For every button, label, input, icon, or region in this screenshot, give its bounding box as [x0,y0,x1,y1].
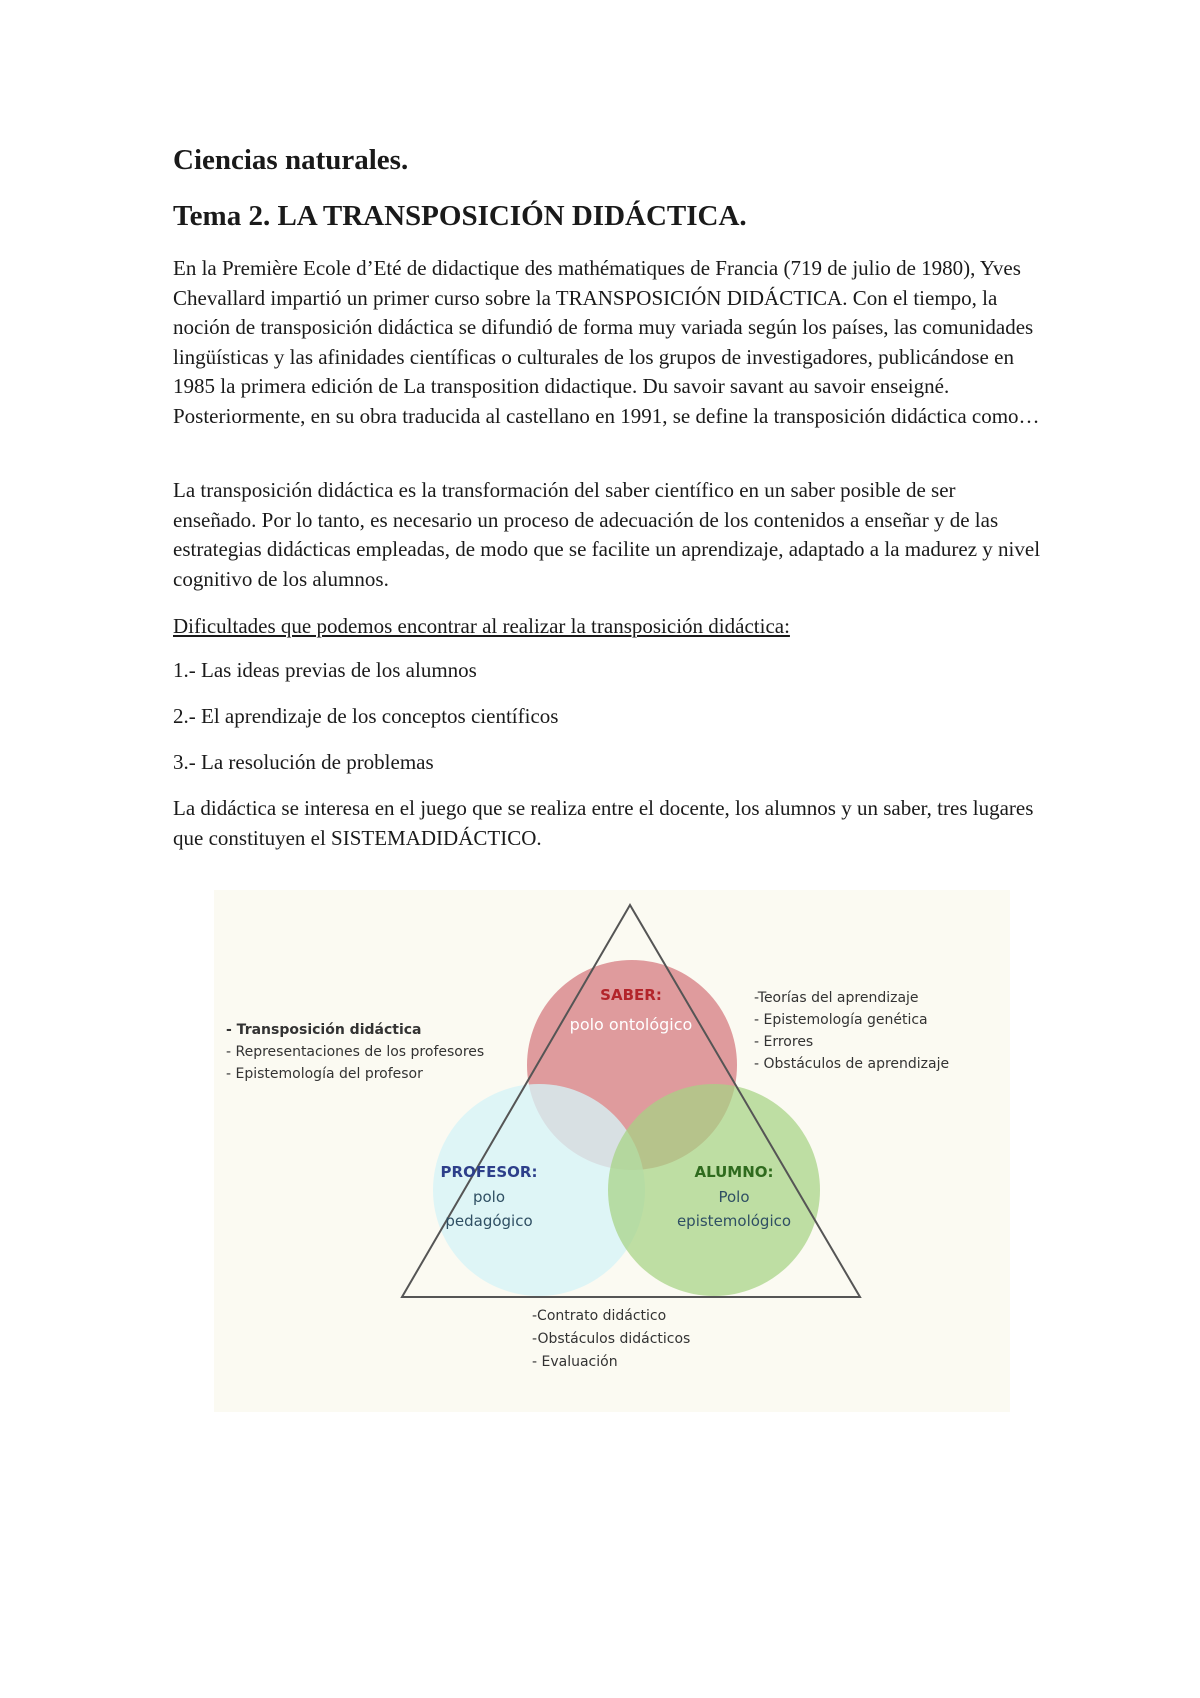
difficulties-heading: Dificultades que podemos encontrar al realizar la transposición didáctica: [173,614,790,638]
definition-paragraph: La transposición didáctica es la transformación del saber científico en un saber posible de ser enseñado. Por lo tanto, es necesario un proceso de adecuación de los contenidos a enseñar y de las estrategias didácticas empleadas, de modo que se facilite un aprendizaje, adaptado a la madurez y nivel cognitivo de los alumnos. [173,478,1041,591]
difficulty-item: 2.- El aprendizaje de los conceptos científicos [173,704,559,728]
left-note: - Epistemología del profesor [226,1066,423,1082]
right-note: - Obstáculos de aprendizaje [754,1056,950,1072]
right-note: - Errores [754,1034,814,1050]
document-title: Ciencias naturales. [173,144,409,176]
profesor-line2: pedagógico [445,1212,533,1230]
left-note: - Representaciones de los profesores [226,1044,485,1060]
difficulty-item: 3.- La resolución de problemas [173,750,434,774]
didactic-system-diagram [214,890,1010,1412]
profesor-title: PROFESOR: [440,1163,538,1181]
alumno-circle [608,1084,820,1296]
right-note: - Epistemología genética [754,1012,928,1028]
system-paragraph: La didáctica se interesa en el juego que se realiza entre el docente, los alumnos y un saber, tres lugares que constituyen el SISTEMADIDÁCTICO. [173,796,1034,850]
right-note: -Teorías del aprendizaje [754,990,919,1006]
alumno-line1: Polo [718,1188,750,1206]
bottom-note: -Contrato didáctico [532,1308,667,1324]
intro-paragraph: En la Première Ecole d’Eté de didactique des mathématiques de Francia (719 de julio de 1980), Yves Chevallard impartió un primer curso sobre la TRANSPOSICIÓN DIDÁCTICA. Con el tiempo, la noción de transposición didáctica se difundió de forma muy variada según los países, las comunidades lingüísticas y las afinidades científicas o culturales de los grupos de investigadores, publicándose en 1985 la primera edición de La transposition didactique. Du savoir savant au savoir enseigné. Posteriormente, en su obra traducida al castellano en 1991, se define la transposición didáctica como… [173,256,1040,428]
saber-title: SABER: [600,986,662,1004]
topic-title: Tema 2. LA TRANSPOSICIÓN DIDÁCTICA. [173,200,747,232]
saber-subtitle: polo ontológico [569,1015,693,1034]
bottom-note: -Obstáculos didácticos [532,1331,691,1347]
alumno-title: ALUMNO: [694,1163,774,1181]
diagram-canvas [214,890,1010,1412]
bottom-note: - Evaluación [532,1354,618,1370]
profesor-line1: polo [472,1188,506,1206]
difficulty-item: 1.- Las ideas previas de los alumnos [173,658,477,682]
alumno-line2: epistemológico [676,1212,792,1230]
left-note: - Transposición didáctica [226,1022,422,1038]
